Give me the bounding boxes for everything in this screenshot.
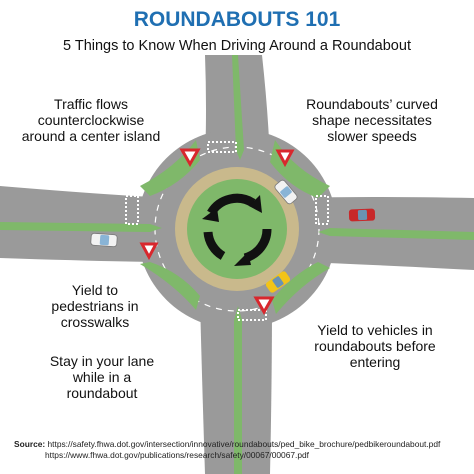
source-citation [14,439,470,461]
tip-line: pedestrians in [51,298,139,314]
tip-line: roundabouts before [314,338,436,354]
tip-line: around a center island [21,128,161,144]
tip-line: while in a [72,369,132,385]
tip-line: entering [349,354,401,370]
tip-stay-in-lane [38,353,166,401]
tip-line: Roundabouts’ curved [306,96,438,112]
tip-line: roundabout [66,385,138,401]
source-link-2[interactable]: https://www.fhwa.dot.gov/publications/research/safety/00067/00067.pdf [45,450,309,460]
tip-line: Stay in your lane [49,353,155,369]
tip-yield-vehicles [290,322,460,370]
page-subtitle: 5 Things to Know When Driving Around a Roundabout [63,38,411,54]
page-title: ROUNDABOUTS 101 [133,8,341,31]
car-red-east [349,209,375,222]
source-link-1[interactable]: https://safety.fhwa.dot.gov/intersection/innovative/roundabouts/ped_bike_brochure/pedbikeroundabout.pdf [47,439,441,449]
car-white-west [91,233,118,247]
tip-line: Traffic flows [54,96,128,112]
tip-yield-pedestrians [40,282,150,330]
tip-curved-shape [282,96,462,144]
tip-line: crosswalks [60,314,130,330]
tip-line: shape necessitates [312,112,432,128]
tip-line: counterclockwise [37,112,145,128]
tip-traffic-flow [12,96,170,144]
tip-line: Yield to vehicles in [317,322,433,338]
source-label: Source: [14,439,46,449]
tip-line: slower speeds [327,128,417,144]
tip-line: Yield to [71,282,119,298]
